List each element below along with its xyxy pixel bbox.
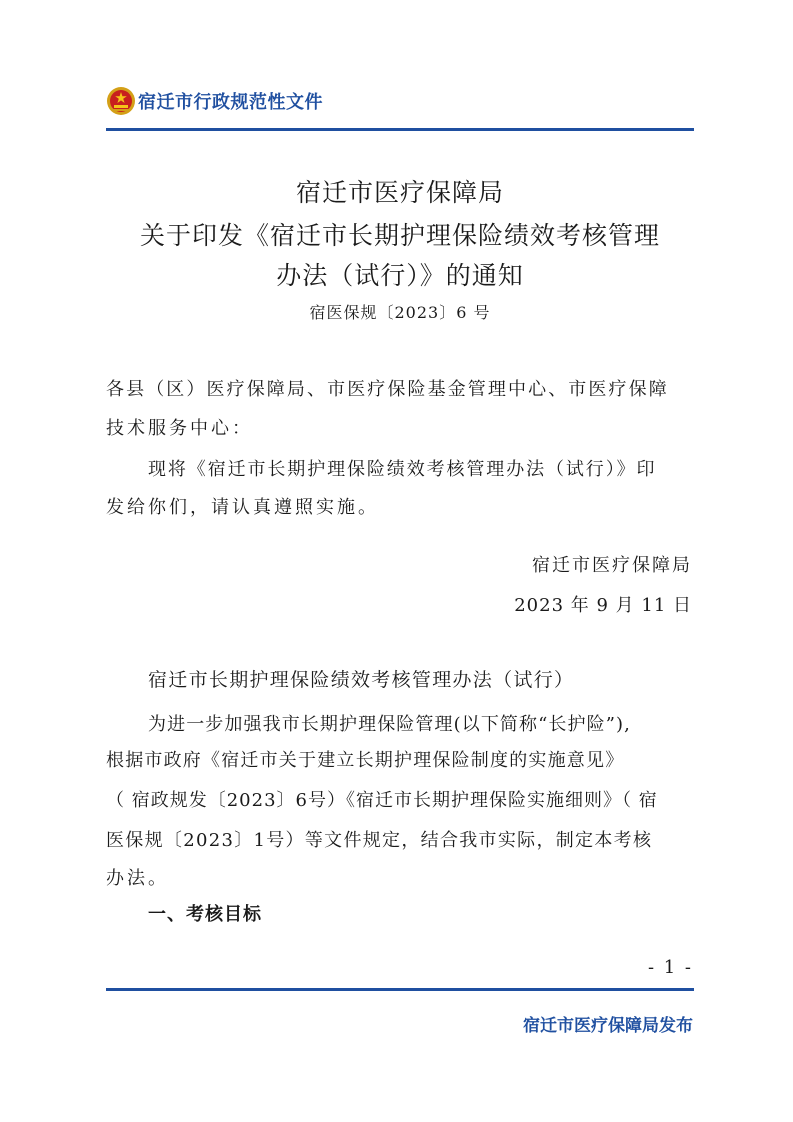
attachment-para-line1: 为进一步加强我市长期护理保险管理(以下简称“长护险”), [148, 714, 631, 735]
attachment-para-line3: （ 宿政规发〔2023〕6号）《宿迁市长期护理保险实施细则》（ 宿 [106, 790, 658, 811]
addressee-line1: 各县（区）医疗保障局、市医疗保险基金管理中心、市医疗保障 [106, 379, 669, 400]
attachment-title: 宿迁市长期护理保险绩效考核管理办法（试行） [148, 669, 575, 691]
footer-publisher: 宿迁市医疗保障局发布 [523, 1016, 693, 1036]
notice-body-line2: 发给你们，请认真遵照实施。 [106, 497, 379, 518]
document-title-line2: 关于印发《宿迁市长期护理保险绩效考核管理 [139, 221, 660, 250]
section-heading: 一、考核目标 [148, 904, 262, 925]
header-divider [106, 128, 694, 131]
header-title: 宿迁市行政规范性文件 [138, 92, 323, 113]
document-number: 宿医保规〔2023〕6 号 [309, 303, 491, 322]
addressee-line2: 技术服务中心： [106, 418, 253, 439]
signature-organization: 宿迁市医疗保障局 [532, 555, 692, 576]
notice-body-line1: 现将《宿迁市长期护理保险绩效考核管理办法（试行）》印 [148, 459, 657, 480]
national-emblem-icon [106, 86, 136, 116]
page-number: - 1 - [647, 957, 693, 978]
document-title-line3: 办法（试行）》的通知 [276, 261, 524, 290]
footer-divider [106, 988, 694, 991]
attachment-para-line4: 医保规〔2023〕1号）等文件规定，结合我市实际，制定本考核 [106, 830, 653, 851]
signature-date: 2023 年 9 月 11 日 [514, 595, 692, 616]
attachment-para-line2: 根据市政府《宿迁市关于建立长期护理保险制度的实施意见》 [106, 750, 625, 771]
attachment-para-line5: 办法。 [106, 868, 169, 889]
document-title-line1: 宿迁市医疗保障局 [295, 178, 504, 207]
